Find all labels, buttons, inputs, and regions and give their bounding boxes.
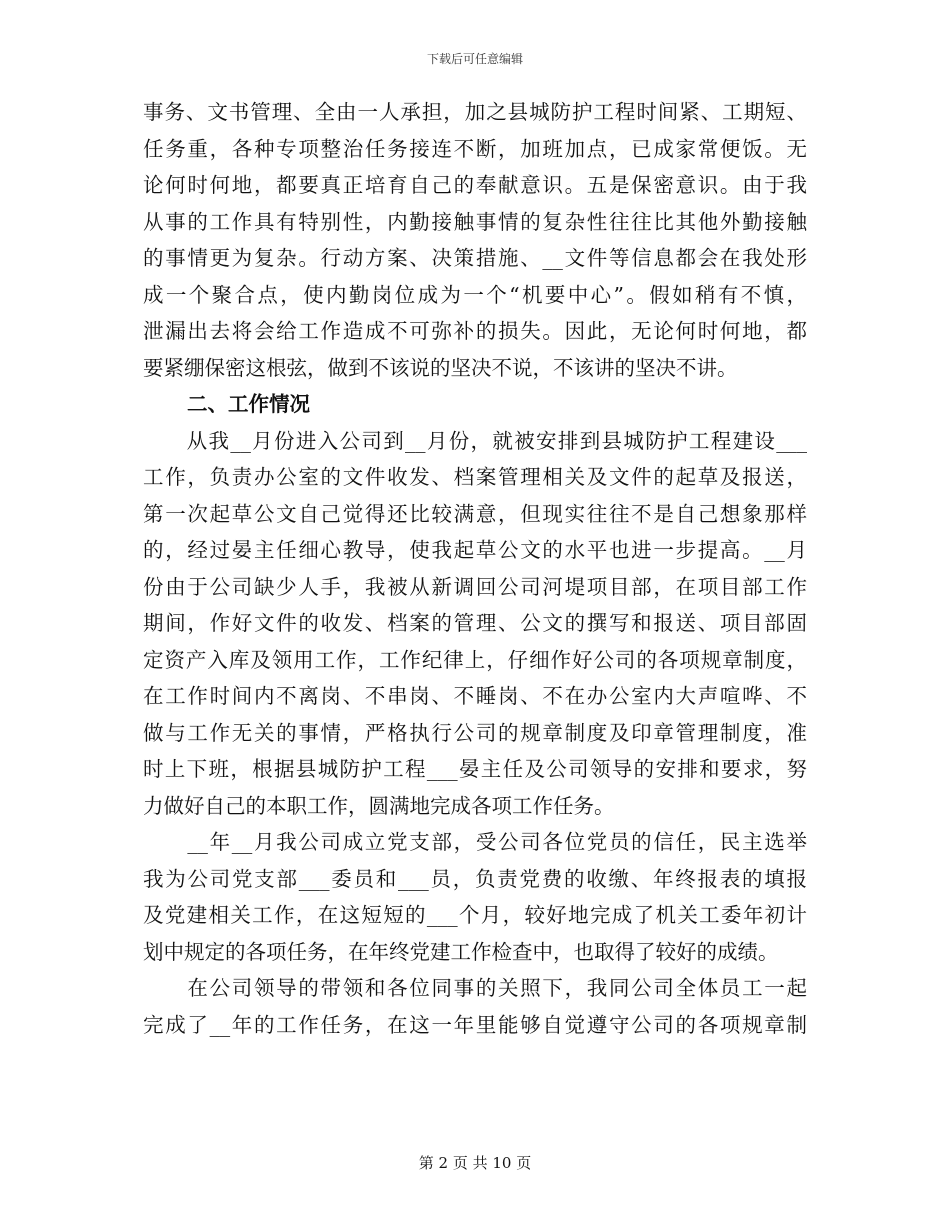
paragraph-line: 我为公司党支部___委员和___员，负责党费的收缴、年终报表的填报 xyxy=(143,866,807,891)
paragraph-line: 划中规定的各项任务，在年终党建工作检查中，也取得了较好的成绩。 xyxy=(143,939,779,964)
paragraph-line: 在工作时间内不离岗、不串岗、不睡岗、不在办公室内大声喧哗、不 xyxy=(143,684,807,708)
paragraph-line: 期间，作好文件的收发、档案的管理、公文的撰写和报送、项目部固 xyxy=(143,611,807,635)
paragraph-line: 任务重，各种专项整治任务接连不断，加班加点，已成家常便饭。无 xyxy=(143,136,807,161)
paragraph-line: 成一个聚合点，使内勤岗位成为一个“机要中心”。假如稍有不慎， xyxy=(143,282,807,307)
section-heading: 二、工作情况 xyxy=(187,392,310,416)
paragraph-line: 事务、文书管理、全由一人承担，加之县城防护工程时间紧、工期短、 xyxy=(143,100,807,124)
paragraph-line: 的，经过晏主任细心教导，使我起草公文的水平也进一步提高。__月 xyxy=(143,538,807,562)
paragraph-line: 定资产入库及领用工作，工作纪律上，仔细作好公司的各项规章制度， xyxy=(143,647,807,672)
page-header: 下载后可任意编辑 xyxy=(426,52,523,66)
paragraph-line: 在公司领导的带领和各位同事的关照下，我同公司全体员工一起 xyxy=(143,976,807,1000)
paragraph-line: 从我__月份进入公司到__月份，就被安排到县城防护工程建设___ xyxy=(143,428,807,453)
paragraph-line: 完成了__年的工作任务，在这一年里能够自觉遵守公司的各项规章制 xyxy=(143,1012,807,1037)
paragraph-line: 力做好自己的本职工作，圆满地完成各项工作任务。 xyxy=(143,793,615,818)
paragraph-line: 份由于公司缺少人手，我被从新调回公司河堤项目部，在项目部工作 xyxy=(143,574,807,599)
paragraph-line: __年__月我公司成立党支部，受公司各位党员的信任，民主选举 xyxy=(143,830,807,854)
document-body xyxy=(143,94,807,1043)
paragraph-line: 的事情更为复杂。行动方案、决策措施、__文件等信息都会在我处形 xyxy=(143,246,807,270)
paragraph-line: 时上下班，根据县城防护工程___晏主任及公司领导的安排和要求，努 xyxy=(143,757,807,781)
paragraph-line: 及党建相关工作，在这短短的___个月，较好地完成了机关工委年初计 xyxy=(143,903,807,927)
paragraph-line: 从事的工作具有特别性，内勤接触事情的复杂性往往比其他外勤接触 xyxy=(143,209,807,234)
paragraph-line: 要紧绷保密这根弦，做到不该说的坚决不说，不该讲的坚决不讲。 xyxy=(143,355,738,380)
paragraph-line: 第一次起草公文自己觉得还比较满意，但现实往往不是自己想象那样 xyxy=(143,501,807,526)
paragraph-line: 工作，负责办公室的文件收发、档案管理相关及文件的起草及报送， xyxy=(143,465,807,489)
paragraph-line: 论何时何地，都要真正培育自己的奉献意识。五是保密意识。由于我 xyxy=(143,173,807,197)
paragraph-line: 泄漏出去将会给工作造成不可弥补的损失。因此，无论何时何地，都 xyxy=(143,319,807,343)
page-number: 第 2 页 共 10 页 xyxy=(418,1154,532,1172)
paragraph-line: 做与工作无关的事情，严格执行公司的规章制度及印章管理制度，准 xyxy=(143,720,807,745)
